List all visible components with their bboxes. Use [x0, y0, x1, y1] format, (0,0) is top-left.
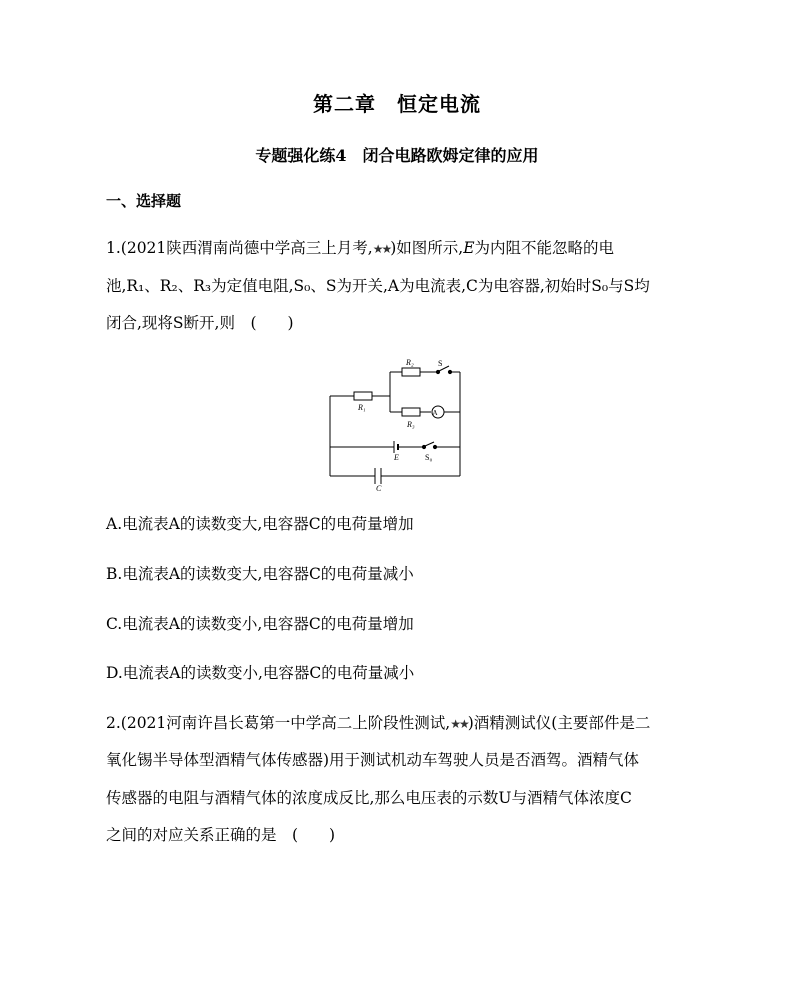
label-r1: R₁	[358, 403, 366, 412]
q2-line-2: 氧化锡半导体型酒精气体传感器)用于测试机动车驾驶人员是否酒驾。酒精气体	[106, 751, 640, 769]
resistor-r3	[402, 408, 420, 416]
q2-line-3: 传感器的电阻与酒精气体的浓度成反比,那么电压表的示数U与酒精气体浓度C	[106, 789, 632, 807]
resistor-r1	[354, 392, 372, 400]
q1-option-a: A.电流表A的读数变大,电容器C的电荷量增加	[106, 515, 414, 533]
chapter-title: 第二章 恒定电流	[313, 92, 481, 116]
switch-s0	[425, 442, 434, 446]
label-e: E	[394, 453, 399, 462]
q1-line-3: 闭合,现将S断开,则 ( )	[106, 314, 294, 332]
label-s0: S₀	[425, 453, 433, 462]
q1-text-suffix: 为内阻不能忽略的电	[474, 239, 615, 257]
q1-line-2: 池,R₁、R₂、R₃为定值电阻,S₀、S为开关,A为电流表,C为电容器,初始时S₀与S均	[106, 277, 650, 295]
circuit-diagram	[318, 354, 474, 494]
difficulty-stars-icon: ★★	[372, 242, 391, 256]
q2-line-4: 之间的对应关系正确的是 ( )	[106, 826, 336, 844]
exercise-subtitle: 专题强化练4 闭合电路欧姆定律的应用	[255, 146, 539, 165]
label-c: C	[376, 484, 382, 493]
difficulty-stars-icon: ★★	[450, 717, 468, 731]
q1-option-b: B.电流表A的读数变大,电容器C的电荷量减小	[106, 565, 414, 583]
q1-source: 1.(2021陕西渭南尚德中学高三上月考,	[106, 239, 373, 257]
q2-source: 2.(2021河南许昌长葛第一中学高二上阶段性测试,	[106, 714, 451, 732]
label-r3: R₃	[407, 420, 415, 429]
resistor-r2	[402, 368, 420, 376]
label-s: S	[438, 359, 443, 368]
q1-line-1	[106, 238, 614, 259]
label-r2: R₂	[406, 358, 414, 367]
label-a: A	[432, 409, 438, 417]
q1-symbol-e: E	[463, 239, 475, 257]
section-heading: 一、选择题	[106, 192, 182, 210]
q2-text-suffix: )酒精测试仪(主要部件是二	[467, 714, 651, 732]
q1-option-c: C.电流表A的读数变小,电容器C的电荷量增加	[106, 615, 414, 633]
q1-text-mid: )如图所示,	[390, 239, 464, 257]
q2-line-1	[106, 713, 650, 734]
q1-option-d: D.电流表A的读数变小,电容器C的电荷量减小	[106, 664, 415, 682]
